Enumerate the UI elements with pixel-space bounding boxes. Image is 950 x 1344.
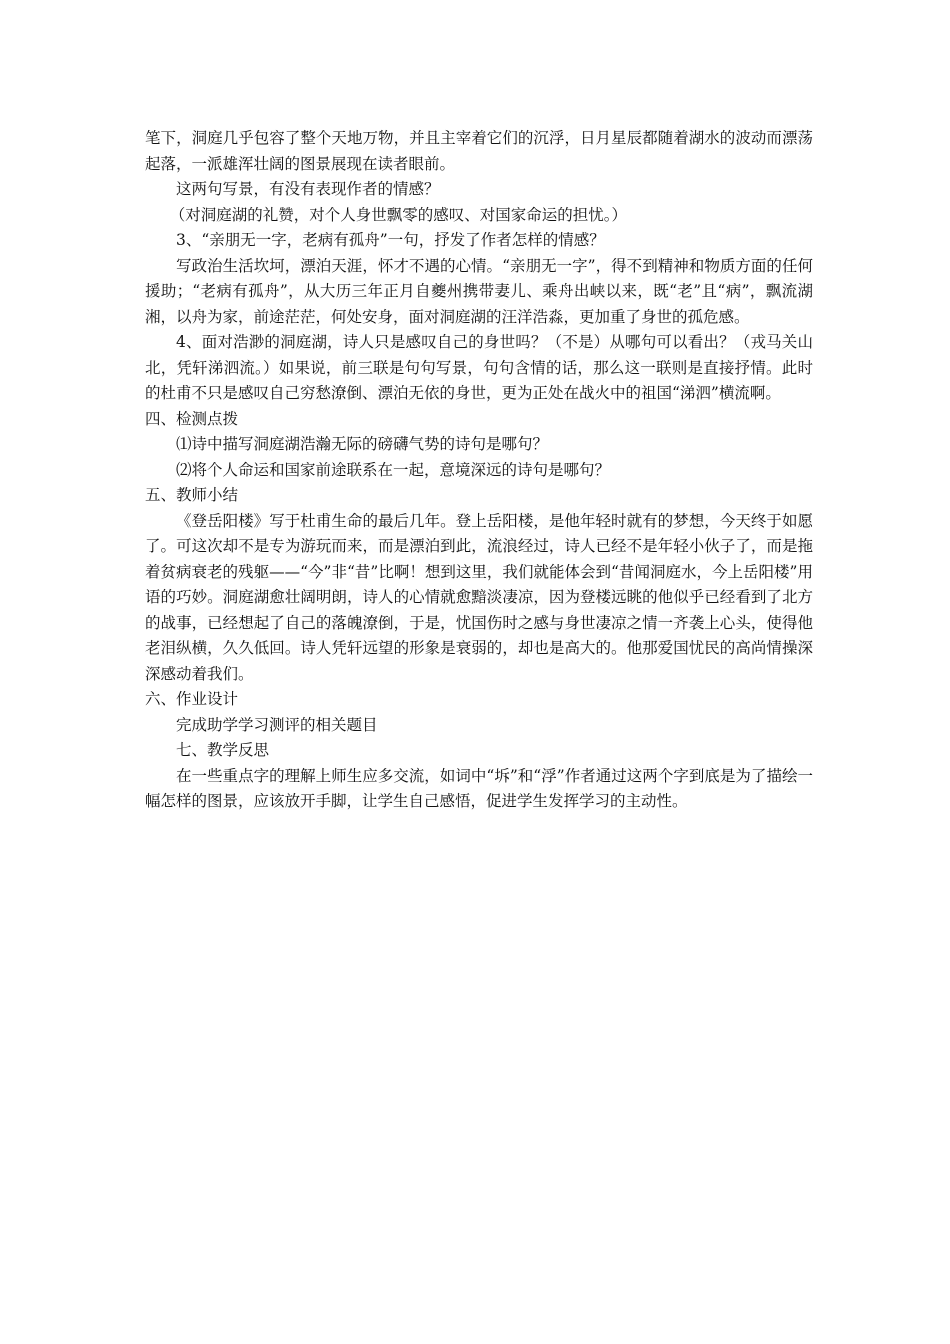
exercise-item: ⑵将个人命运和国家前途联系在一起，意境深远的诗句是哪句？	[176, 460, 611, 479]
section-heading: 五、教师小结	[145, 486, 239, 504]
question-text: 这两句写景，有没有表现作者的情感？	[176, 180, 440, 198]
paragraph-text: 笔下，洞庭几乎包容了整个天地万物，并且主宰着它们的沉浮，日月星辰都随着湖水的波动而漂荡起落，一派雄浑壮阔的图景展现在读者眼前。	[145, 129, 813, 173]
section-heading: 六、作业设计	[145, 690, 239, 708]
question-text: 4、面对浩渺的洞庭湖，诗人只是感叹自己的身世吗？（不是）从哪句可以看出？（戎马关山北，凭轩涕泗流。）如果说，前三联是句句写景，句句含情的话，那么这一联则是直接抒情。此时的杜甫不只是感叹自己穷愁潦倒、漂泊无依的身世，更为正处在战火中的祖国“涕泗”横流啊。	[145, 333, 813, 402]
section-heading: 七、教学反思	[176, 741, 270, 759]
homework-text: 完成助学学习测评的相关题目	[176, 715, 378, 734]
reflection-text: 在一些重点字的理解上师生应多交流，如词中“坼”和“浮”作者通过这两个字到底是为了描绘一幅怎样的图景，应该放开手脚，让学生自己感悟，促进学生发挥学习的主动性。	[145, 766, 813, 810]
document-body	[145, 126, 813, 815]
question-text: 3、“亲朋无一字，老病有孤舟”一句，抒发了作者怎样的情感？	[176, 231, 605, 249]
section-heading: 四、检测点拨	[145, 409, 239, 428]
summary-text: 《登岳阳楼》写于杜甫生命的最后几年。登上岳阳楼，是他年轻时就有的梦想，今天终于如愿了。可这次却不是专为游玩而来，而是漂泊到此，流浪经过，诗人已经不是年轻小伙子了，而是拖着贫病衰老的残躯——“今”非“昔”比啊！想到这里，我们就能体会到“昔闻洞庭水，今上岳阳楼”用语的巧妙。洞庭湖愈壮阔明朗，诗人的心情就愈黯淡凄凉，因为登楼远眺的他似乎已经看到了北方的战事，已经想起了自己的落魄潦倒，于是，忧国伤时之感与身世凄凉之情一齐袭上心头，使得他老泪纵横，久久低回。诗人凭轩远望的形象是衰弱的，却也是高大的。他那爱国忧民的高尚情操深深感动着我们。	[145, 511, 813, 683]
exercise-item: ⑴诗中描写洞庭湖浩瀚无际的磅礴气势的诗句是哪句？	[176, 435, 549, 453]
answer-text: 写政治生活坎坷，漂泊天涯，怀才不遇的心情。“亲朋无一字”，得不到精神和物质方面的任何援助；“老病有孤舟”，从大历三年正月自夔州携带妻儿、乘舟出峡以来，既“老”且“病”，飘流湖湘，以舟为家，前途茫茫，何处安身，面对洞庭湖的汪洋浩淼，更加重了身世的孤危感。	[145, 256, 813, 326]
answer-text: （对洞庭湖的礼赞，对个人身世飘零的感叹、对国家命运的担忧。）	[169, 205, 628, 224]
